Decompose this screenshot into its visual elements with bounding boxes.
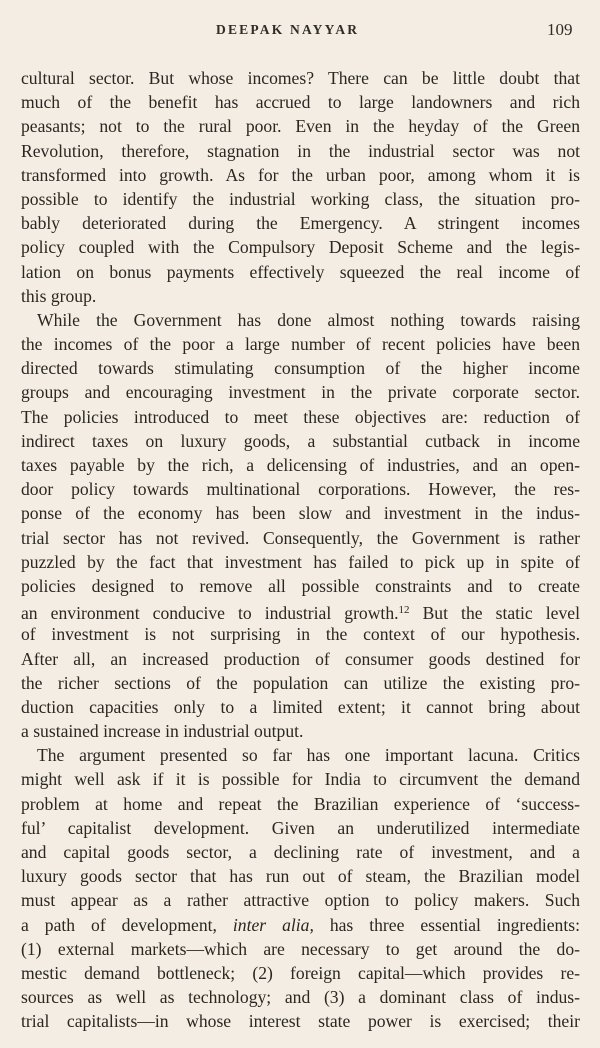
text-line: problem at home and repeat the Brazilian experience of ‘success- bbox=[21, 793, 580, 814]
text-line: trial capitalists—in whose interest state power is exercised; their bbox=[21, 1011, 580, 1032]
text-line: a sustained increase in industrial output. bbox=[21, 721, 304, 742]
text-line: While the Government has done almost nothing towards raising bbox=[37, 309, 580, 330]
paragraph-2 bbox=[21, 308, 580, 743]
text-line: Revolution, therefore, stagnation in the industrial sector was not bbox=[21, 140, 580, 161]
text-line-with-italic bbox=[21, 913, 580, 937]
text-line: cultural sector. But whose incomes? There can be little doubt that bbox=[21, 68, 580, 88]
line-text: an environment conducive to industrial growth. bbox=[21, 603, 399, 624]
text-line: The argument presented so far has one important lacuna. Critics bbox=[37, 745, 580, 766]
text-line: might well ask if it is possible for India to circumvent the demand bbox=[21, 769, 580, 790]
text-line: door policy towards multinational corporations. However, the res- bbox=[21, 479, 580, 500]
line-text: a path of development, bbox=[21, 914, 217, 935]
paragraph-3 bbox=[21, 743, 580, 1033]
text-line: lation on bonus payments effectively squeezed the real income of bbox=[21, 261, 580, 282]
text-line: taxes payable by the rich, a delicensing of industries, and an open- bbox=[21, 455, 580, 475]
text-line: ful’ capitalist development. Given an underutilized intermediate bbox=[21, 817, 580, 838]
line-text: But the static level bbox=[409, 603, 580, 624]
text-line: After all, an increased production of consumer goods destined for bbox=[21, 648, 580, 669]
text-line: (1) external markets—which are necessary to get around the do- bbox=[21, 938, 580, 959]
text-line: ponse of the economy has been slow and investment in the indus- bbox=[21, 503, 580, 524]
text-line: sources as well as technology; and (3) a dominant class of indus- bbox=[21, 987, 580, 1008]
text-line: transformed into growth. As for the urban poor, among whom it is bbox=[21, 164, 580, 185]
text-line: this group. bbox=[21, 285, 97, 306]
text-line: of investment is not surprising in the context of our hypothesis. bbox=[21, 624, 580, 645]
text-line: The policies introduced to meet these objectives are: reduction of bbox=[21, 406, 580, 427]
footnote-reference[interactable]: 12 bbox=[398, 604, 410, 617]
page-number: 109 bbox=[547, 20, 573, 39]
text-line: directed towards stimulating consumption of the higher income bbox=[21, 358, 580, 379]
paragraph-1 bbox=[21, 66, 580, 308]
text-line: must appear as a rather attractive option to policy makers. Such bbox=[21, 890, 580, 911]
text-line: bably deteriorated during the Emergency. A stringent incomes bbox=[21, 213, 580, 234]
italic-phrase: inter alia, bbox=[232, 914, 314, 935]
text-line: peasants; not to the rural poor. Even in the heyday of the Green bbox=[21, 116, 580, 137]
text-line: mestic demand bottleneck; (2) foreign capital—which provides re- bbox=[21, 962, 580, 983]
text-line: groups and encouraging investment in the private corporate sector. bbox=[21, 382, 580, 403]
text-line: the richer sections of the population can utilize the existing pro- bbox=[21, 672, 580, 693]
text-line: and capital goods sector, a declining rate of investment, and a bbox=[21, 842, 580, 862]
text-line: policy coupled with the Compulsory Deposit Scheme and the legis- bbox=[21, 237, 580, 258]
running-head-author: DEEPAK NAYYAR bbox=[216, 22, 360, 37]
line-text: has three essential ingredients: bbox=[313, 914, 580, 935]
text-line: duction capacities only to a limited extent; it cannot bring about bbox=[21, 696, 580, 717]
text-line: luxury goods sector that has run out of steam, the Brazilian model bbox=[21, 866, 580, 887]
text-line: trial sector has not revived. Consequently, the Government is rather bbox=[21, 527, 580, 548]
text-line: policies designed to remove all possible constraints and to create bbox=[21, 575, 580, 596]
text-line: much of the benefit has accrued to large landowners and rich bbox=[21, 92, 580, 113]
text-line-with-footnote bbox=[21, 598, 580, 622]
running-head bbox=[0, 20, 600, 44]
body-text bbox=[21, 66, 580, 1034]
text-line: the incomes of the poor a large number of recent policies have been bbox=[21, 334, 580, 355]
text-line: possible to identify the industrial working class, the situation pro- bbox=[21, 188, 580, 209]
text-line: indirect taxes on luxury goods, a substantial cutback in income bbox=[21, 430, 580, 451]
text-line: puzzled by the fact that investment has failed to pick up in spite of bbox=[21, 551, 580, 572]
